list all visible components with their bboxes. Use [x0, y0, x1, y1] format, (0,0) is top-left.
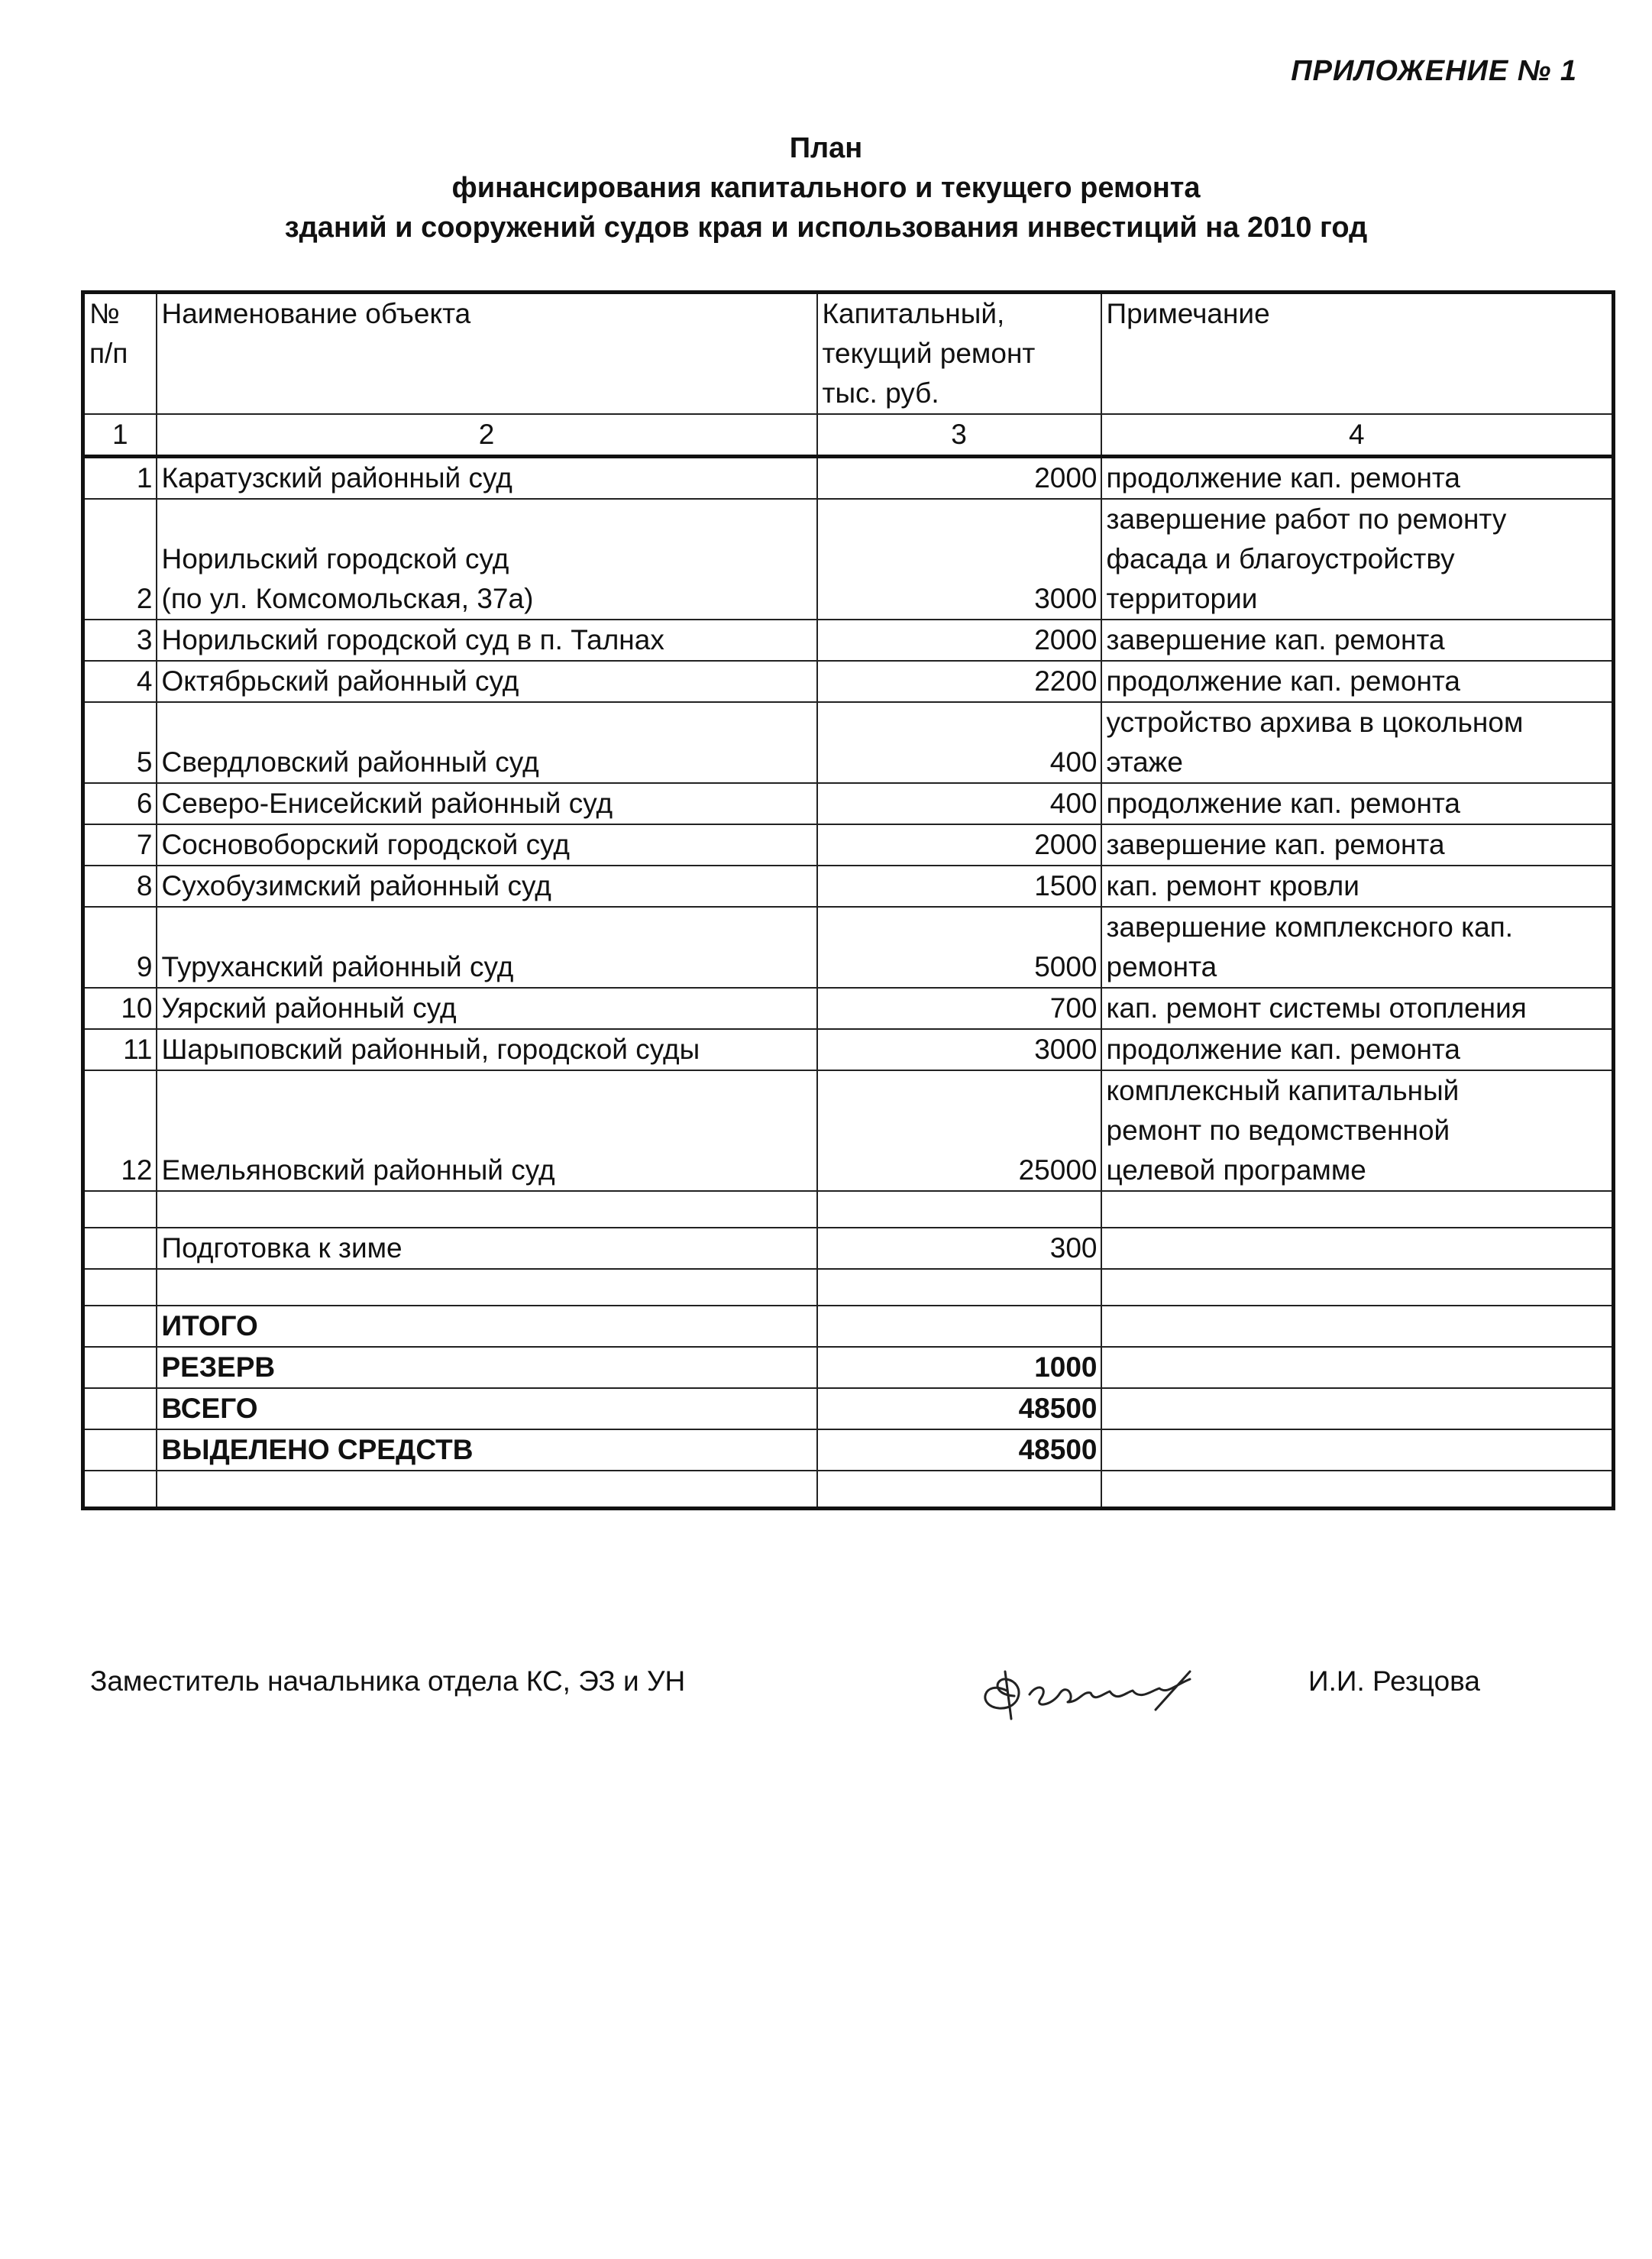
header-note: Примечание — [1101, 293, 1614, 415]
row-number: 10 — [83, 988, 157, 1029]
row-number: 6 — [83, 783, 157, 824]
row-note-line: этаже — [1106, 746, 1184, 778]
plan-table-container — [81, 290, 1612, 1510]
empty-row — [83, 1191, 1614, 1228]
total-vsego-label: ВСЕГО — [157, 1388, 817, 1429]
total-vydeleno-amount: 48500 — [817, 1429, 1101, 1471]
title-line-2: финансирования капитального и текущего ремонта — [451, 172, 1201, 204]
row-note — [1101, 620, 1614, 661]
object-name — [157, 457, 817, 500]
table-row — [83, 866, 1614, 907]
table-row — [83, 661, 1614, 702]
row-note-line: продолжение кап. ремонта — [1106, 1034, 1460, 1065]
header-amount-line: текущий ремонт — [822, 338, 1036, 369]
object-name — [157, 661, 817, 702]
total-vydeleno-label: ВЫДЕЛЕНО СРЕДСТВ — [157, 1429, 817, 1471]
row-note — [1101, 661, 1614, 702]
object-name — [157, 824, 817, 866]
header-amount — [817, 293, 1101, 415]
row-number: 8 — [83, 866, 157, 907]
repair-amount: 400 — [817, 783, 1101, 824]
object-name — [157, 1070, 817, 1191]
object-name-line: Туруханский районный суд — [161, 951, 514, 982]
total-rezerv-label: РЕЗЕРВ — [157, 1347, 817, 1388]
object-name — [157, 1029, 817, 1070]
total-vsego-amount: 48500 — [817, 1388, 1101, 1429]
table-row — [83, 1029, 1614, 1070]
object-name — [157, 988, 817, 1029]
object-name-line: Сухобузимский районный суд — [161, 870, 551, 901]
row-note — [1101, 457, 1614, 500]
repair-amount: 5000 — [817, 907, 1101, 988]
object-name-line: (по ул. Комсомольская, 37а) — [161, 583, 534, 614]
header-num — [83, 293, 157, 415]
table-row — [83, 702, 1614, 783]
header-amount-line: Капитальный, — [822, 298, 1005, 329]
object-name-line: Уярский районный суд — [161, 992, 457, 1024]
table-row — [83, 499, 1614, 620]
repair-amount: 2000 — [817, 457, 1101, 500]
title-line-3: зданий и сооружений судов края и использования инвестиций на 2010 год — [284, 212, 1368, 244]
table-body — [83, 457, 1614, 1192]
total-rezerv-amount: 1000 — [817, 1347, 1101, 1388]
object-name — [157, 702, 817, 783]
header-amount-line: тыс. руб. — [822, 377, 939, 409]
row-note — [1101, 702, 1614, 783]
row-note — [1101, 866, 1614, 907]
row-note — [1101, 1029, 1614, 1070]
document-title — [0, 128, 1652, 248]
total-itogo-amount — [817, 1306, 1101, 1347]
repair-amount: 3000 — [817, 499, 1101, 620]
row-note-line: продолжение кап. ремонта — [1106, 788, 1460, 819]
table-row — [83, 620, 1614, 661]
row-note-line: завершение кап. ремонта — [1106, 829, 1445, 860]
signer-name: И.И. Резцова — [1308, 1665, 1480, 1697]
table-header-row — [83, 293, 1614, 415]
object-name-line: Шарыповский районный, городской суды — [161, 1034, 700, 1065]
repair-amount: 700 — [817, 988, 1101, 1029]
column-number: 2 — [157, 414, 817, 457]
row-note-line: продолжение кап. ремонта — [1106, 462, 1460, 494]
object-name-line: Северо-Енисейский районный суд — [161, 788, 613, 819]
row-note-line: фасада и благоустройству — [1106, 543, 1455, 574]
row-number: 4 — [83, 661, 157, 702]
row-note — [1101, 907, 1614, 988]
row-note-line: устройство архива в цокольном — [1106, 707, 1524, 738]
object-name-line: Сосновоборский городской суд — [161, 829, 570, 860]
repair-amount: 2000 — [817, 620, 1101, 661]
object-name-line: Норильский городской суд в п. Талнах — [161, 624, 664, 655]
row-note-line: кап. ремонт кровли — [1106, 870, 1359, 901]
object-name-line: Каратузский районный суд — [161, 462, 512, 494]
empty-row — [83, 1471, 1614, 1509]
table-row — [83, 988, 1614, 1029]
object-name-line: Емельяновский районный суд — [161, 1154, 555, 1186]
row-note — [1101, 988, 1614, 1029]
total-row-itogo — [83, 1306, 1614, 1347]
row-note-line: комплексный капитальный — [1106, 1075, 1460, 1106]
header-num-line: № — [89, 298, 120, 329]
empty-row — [83, 1269, 1614, 1306]
row-number: 3 — [83, 620, 157, 661]
row-number: 2 — [83, 499, 157, 620]
winter-name: Подготовка к зиме — [157, 1228, 817, 1269]
object-name — [157, 783, 817, 824]
table-row — [83, 1070, 1614, 1191]
row-note-line: продолжение кап. ремонта — [1106, 665, 1460, 697]
row-note-line: целевой программе — [1106, 1154, 1366, 1186]
table-row — [83, 457, 1614, 500]
total-row-vsego — [83, 1388, 1614, 1429]
handwritten-signature — [961, 1649, 1220, 1733]
row-note-line: завершение работ по ремонту — [1106, 503, 1507, 535]
plan-table — [81, 290, 1615, 1510]
row-number: 5 — [83, 702, 157, 783]
row-note-line: завершение комплексного кап. — [1106, 911, 1514, 943]
row-number: 7 — [83, 824, 157, 866]
column-numbers-row — [83, 414, 1614, 457]
table-row — [83, 783, 1614, 824]
repair-amount: 1500 — [817, 866, 1101, 907]
winter-row — [83, 1228, 1614, 1269]
object-name-line: Норильский городской суд — [161, 543, 509, 574]
object-name — [157, 620, 817, 661]
repair-amount: 3000 — [817, 1029, 1101, 1070]
signer-position: Заместитель начальника отдела КС, ЭЗ и УН — [90, 1665, 686, 1697]
row-note-line: территории — [1106, 583, 1258, 614]
repair-amount: 25000 — [817, 1070, 1101, 1191]
row-number: 11 — [83, 1029, 157, 1070]
row-number: 12 — [83, 1070, 157, 1191]
row-note-line: кап. ремонт системы отопления — [1106, 992, 1527, 1024]
row-number: 1 — [83, 457, 157, 500]
object-name — [157, 907, 817, 988]
row-note-line: завершение кап. ремонта — [1106, 624, 1445, 655]
total-itogo-label: ИТОГО — [157, 1306, 817, 1347]
repair-amount: 2000 — [817, 824, 1101, 866]
repair-amount: 2200 — [817, 661, 1101, 702]
total-row-vydeleno — [83, 1429, 1614, 1471]
row-note — [1101, 1070, 1614, 1191]
column-number: 4 — [1101, 414, 1614, 457]
row-note-line: ремонт по ведомственной — [1106, 1115, 1450, 1146]
row-note — [1101, 783, 1614, 824]
row-number: 9 — [83, 907, 157, 988]
repair-amount: 400 — [817, 702, 1101, 783]
table-row — [83, 907, 1614, 988]
header-name: Наименование объекта — [157, 293, 817, 415]
title-line-1: План — [789, 132, 863, 164]
row-note — [1101, 499, 1614, 620]
table-row — [83, 824, 1614, 866]
row-note — [1101, 824, 1614, 866]
column-number: 3 — [817, 414, 1101, 457]
object-name-line: Свердловский районный суд — [161, 746, 539, 778]
column-number: 1 — [83, 414, 157, 457]
object-name — [157, 866, 817, 907]
total-row-rezerv — [83, 1347, 1614, 1388]
appendix-label: ПРИЛОЖЕНИЕ № 1 — [1291, 55, 1577, 87]
object-name-line: Октябрьский районный суд — [161, 665, 519, 697]
object-name — [157, 499, 817, 620]
winter-amount: 300 — [817, 1228, 1101, 1269]
row-note-line: ремонта — [1106, 951, 1217, 982]
header-num-line: п/п — [89, 338, 128, 369]
